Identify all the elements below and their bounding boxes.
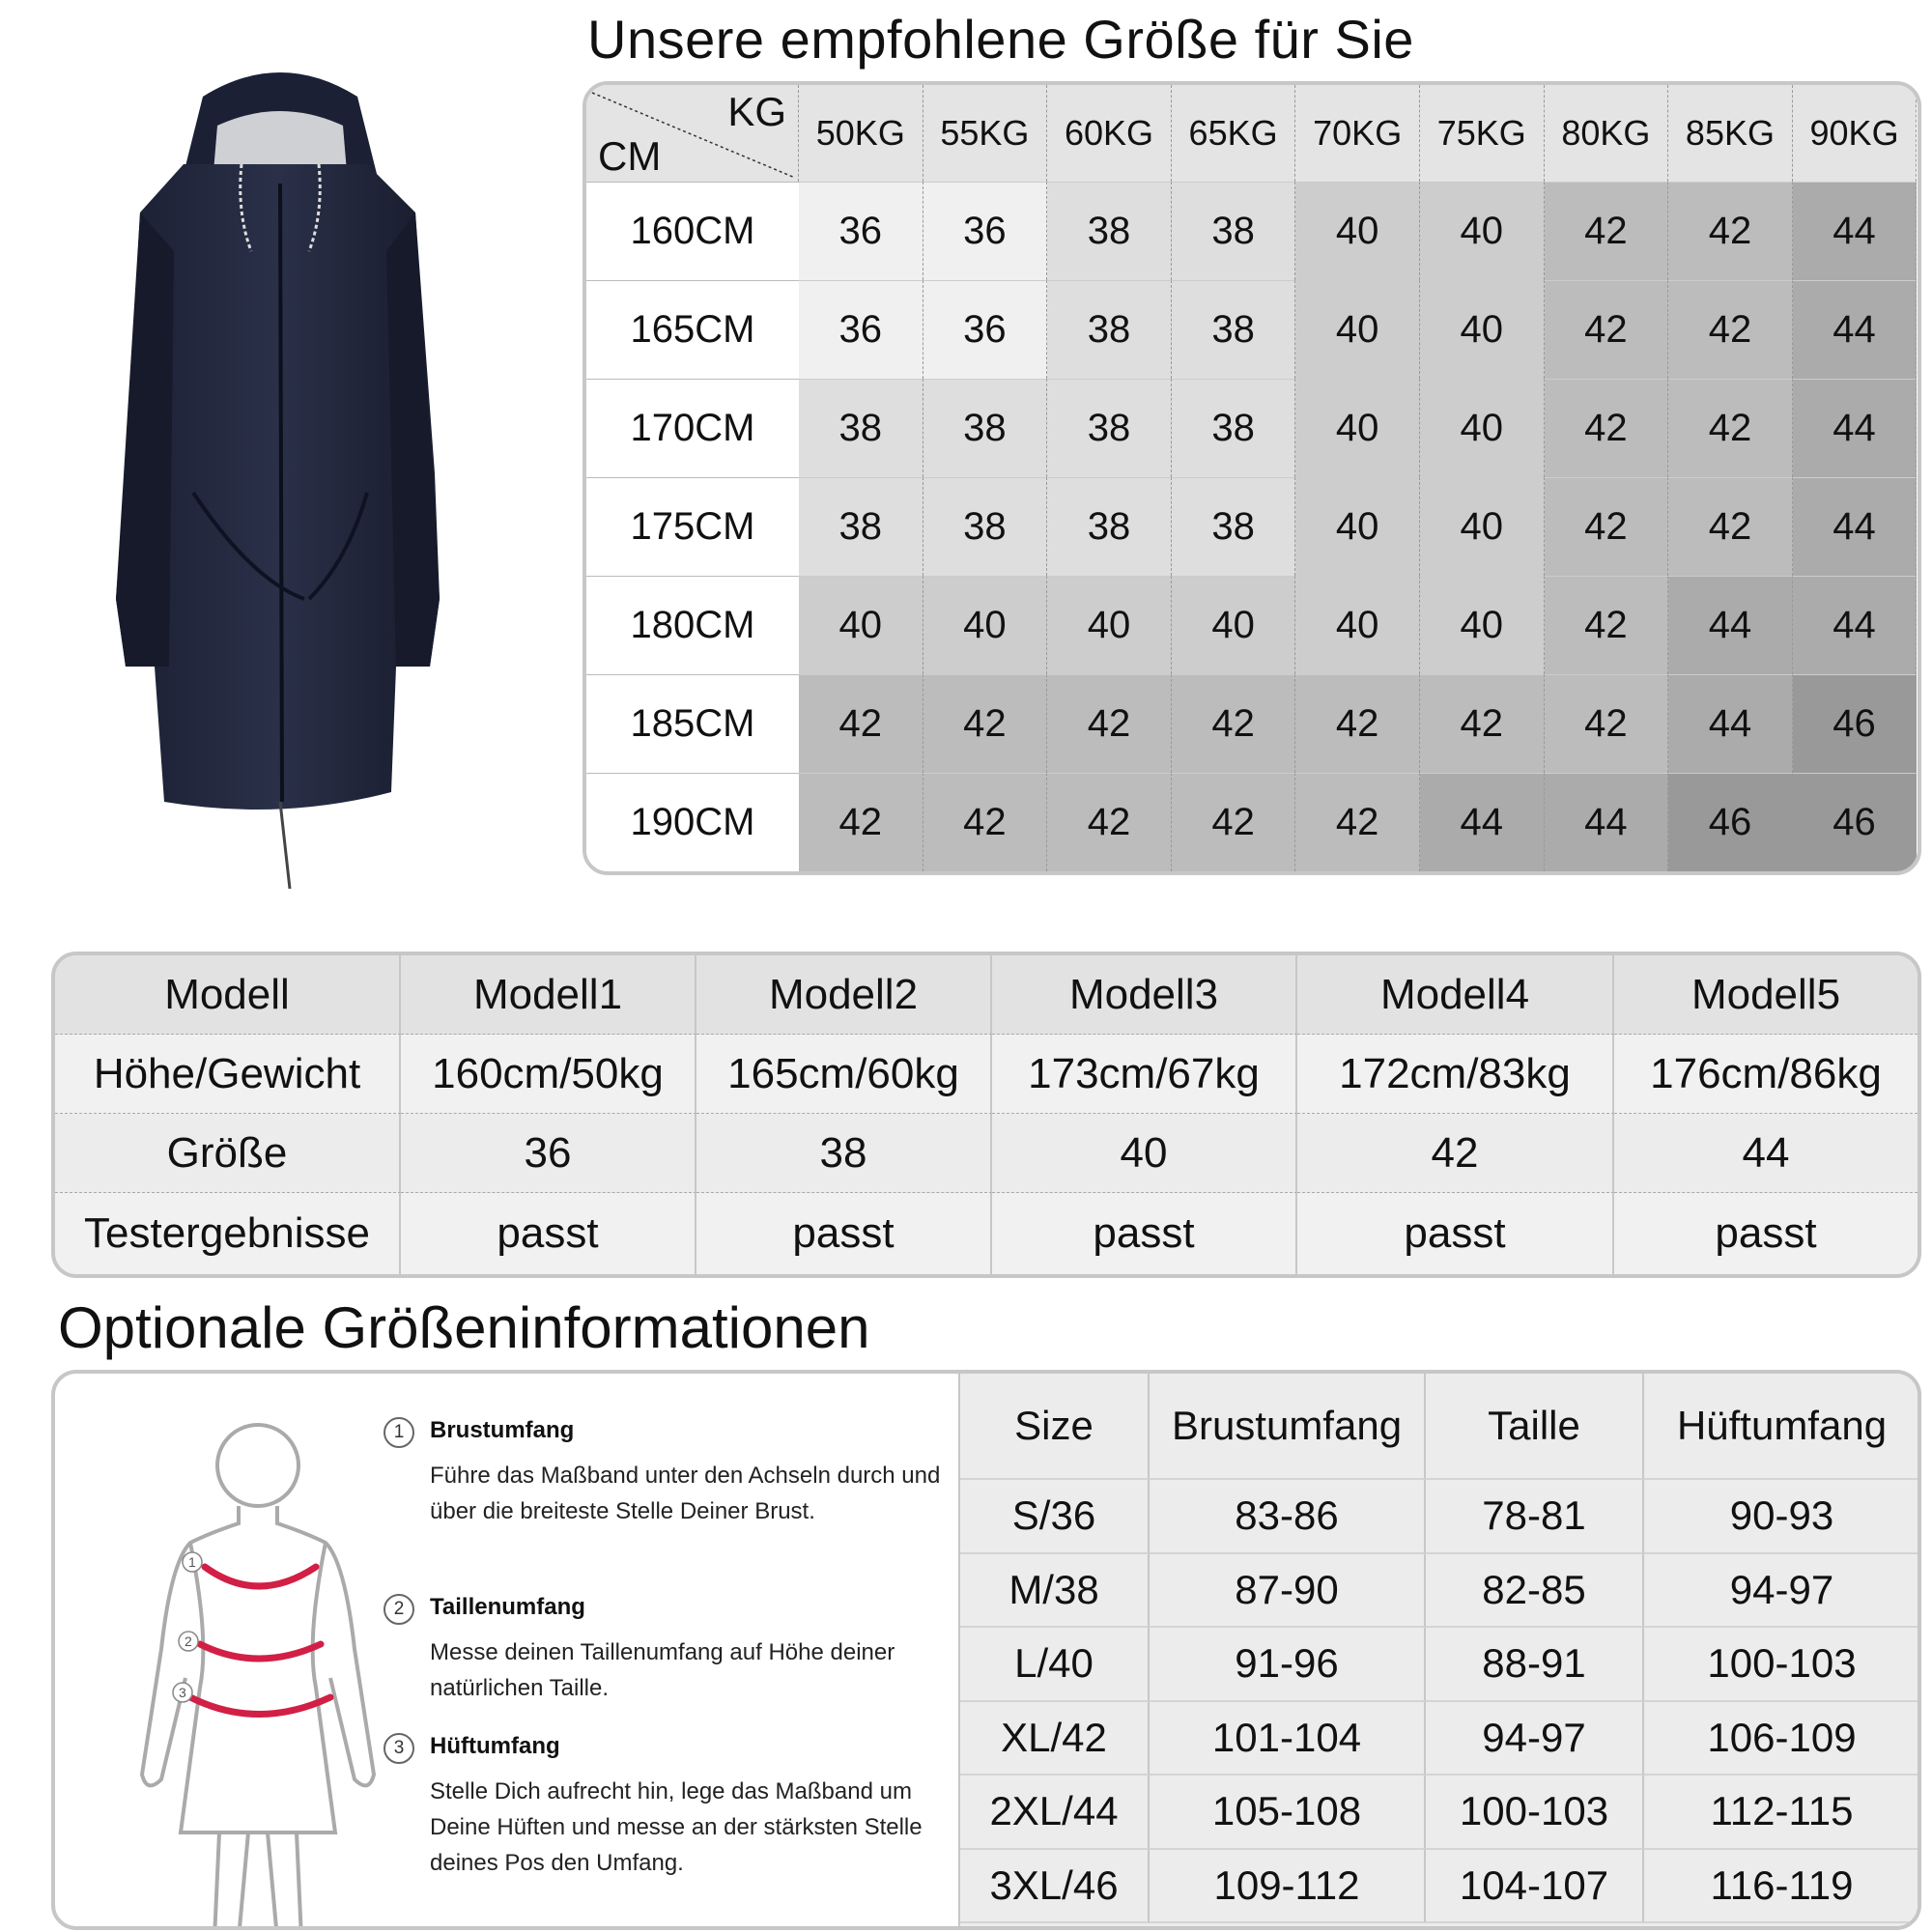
size-cell: 42 <box>1545 379 1669 477</box>
size-cell: 42 <box>1668 477 1793 576</box>
height-label: 190CM <box>586 773 799 871</box>
size-cell: 44 <box>1793 280 1918 379</box>
measurement-header: Taille <box>1426 1374 1644 1480</box>
figure-marker-2: 2 <box>185 1634 192 1649</box>
size-cell: 42 <box>1545 280 1669 379</box>
model-cell: 176cm/86kg <box>1614 1035 1918 1114</box>
model-row-label: Größe <box>55 1114 401 1193</box>
size-cell: 40 <box>1295 576 1420 674</box>
size-cell: 42 <box>1545 674 1669 773</box>
model-cell: 173cm/67kg <box>992 1035 1297 1114</box>
model-row-label: Modell <box>55 955 401 1035</box>
step-title: Taillenumfang <box>430 1594 585 1620</box>
step-text: Messe deinen Taillenumfang auf Höhe deiner natürlichen Taille. <box>430 1639 895 1701</box>
size-cell: 40 <box>923 576 1048 674</box>
size-cell: 40 <box>1295 182 1420 280</box>
recommended-size-title: Unsere empfohlene Größe für Sie <box>587 9 1414 70</box>
size-cell: 40 <box>1420 576 1545 674</box>
measurement-cell: 83-86 <box>1150 1480 1426 1554</box>
model-cell: 38 <box>696 1114 992 1193</box>
model-cell: passt <box>401 1193 696 1274</box>
size-cell: 42 <box>1047 674 1172 773</box>
measurement-cell: 105-108 <box>1150 1776 1426 1850</box>
measurement-cell: 87-90 <box>1150 1554 1426 1629</box>
measurement-cell: 3XL/46 <box>960 1850 1150 1924</box>
corner-kg-label: KG <box>727 89 786 134</box>
weight-header: 85KG <box>1668 85 1793 182</box>
size-cell: 38 <box>1172 182 1296 280</box>
height-label: 165CM <box>586 280 799 379</box>
size-cell: 36 <box>923 280 1048 379</box>
raincoat-image <box>58 58 502 898</box>
measurement-cell: 109-112 <box>1150 1850 1426 1924</box>
weight-header: 65KG <box>1172 85 1296 182</box>
step-number: 2 <box>384 1594 414 1625</box>
weight-header: 80KG <box>1545 85 1669 182</box>
size-cell: 44 <box>1793 379 1918 477</box>
measurement-cell: 104-107 <box>1426 1850 1644 1924</box>
size-cell: 40 <box>1420 182 1545 280</box>
size-cell: 40 <box>1295 280 1420 379</box>
size-cell: 36 <box>799 182 923 280</box>
measurement-cell: 78-81 <box>1426 1480 1644 1554</box>
weight-header: 50KG <box>799 85 923 182</box>
size-cell: 38 <box>1047 379 1172 477</box>
model-cell: Modell3 <box>992 955 1297 1035</box>
size-cell: 44 <box>1793 182 1918 280</box>
size-cell: 42 <box>1172 674 1296 773</box>
figure-marker-3: 3 <box>179 1685 186 1700</box>
size-cell: 42 <box>1668 182 1793 280</box>
step-number: 3 <box>384 1733 414 1764</box>
measurement-cell: S/36 <box>960 1480 1150 1554</box>
body-measurement-table <box>958 1374 1919 1926</box>
size-cell: 40 <box>1295 477 1420 576</box>
measurement-cell: 101-104 <box>1150 1702 1426 1776</box>
size-cell: 42 <box>1047 773 1172 871</box>
size-cell: 44 <box>1793 576 1918 674</box>
size-cell: 44 <box>1793 477 1918 576</box>
model-cell: Modell4 <box>1297 955 1614 1035</box>
measurement-header: Size <box>960 1374 1150 1480</box>
size-cell: 42 <box>799 773 923 871</box>
size-cell: 42 <box>1545 477 1669 576</box>
measurement-cell: 94-97 <box>1644 1554 1919 1629</box>
size-cell: 38 <box>1047 182 1172 280</box>
size-cell: 38 <box>1172 280 1296 379</box>
size-recommendation-table <box>582 81 1921 875</box>
measurement-cell: 88-91 <box>1426 1628 1644 1702</box>
weight-header: 55KG <box>923 85 1048 182</box>
size-cell: 42 <box>923 674 1048 773</box>
size-cell: 44 <box>1668 576 1793 674</box>
model-cell: Modell5 <box>1614 955 1918 1035</box>
height-label: 175CM <box>586 477 799 576</box>
size-cell: 38 <box>923 477 1048 576</box>
measurement-cell: 112-115 <box>1644 1776 1919 1850</box>
step-number: 1 <box>384 1417 414 1448</box>
body-measurement-figure-icon <box>94 1398 422 1929</box>
size-cell: 38 <box>1172 379 1296 477</box>
model-cell: Modell1 <box>401 955 696 1035</box>
model-cell: 165cm/60kg <box>696 1035 992 1114</box>
model-cell: 42 <box>1297 1114 1614 1193</box>
measurement-cell: 106-109 <box>1644 1702 1919 1776</box>
measurement-cell: L/40 <box>960 1628 1150 1702</box>
size-cell: 38 <box>799 379 923 477</box>
measurement-header: Hüftumfang <box>1644 1374 1919 1480</box>
weight-header: 70KG <box>1295 85 1420 182</box>
height-label: 160CM <box>586 182 799 280</box>
measurement-cell: 100-103 <box>1644 1628 1919 1702</box>
weight-header: 60KG <box>1047 85 1172 182</box>
measurement-header: Brustumfang <box>1150 1374 1426 1480</box>
model-cell: 160cm/50kg <box>401 1035 696 1114</box>
measurement-cell: 91-96 <box>1150 1628 1426 1702</box>
size-cell: 42 <box>1668 280 1793 379</box>
size-cell: 46 <box>1793 773 1918 871</box>
size-cell: 38 <box>923 379 1048 477</box>
model-cell: Modell2 <box>696 955 992 1035</box>
size-cell: 38 <box>799 477 923 576</box>
model-cell: passt <box>696 1193 992 1274</box>
measurement-cell: XL/42 <box>960 1702 1150 1776</box>
size-cell: 40 <box>1295 379 1420 477</box>
model-cell: 44 <box>1614 1114 1918 1193</box>
step-title: Brustumfang <box>430 1417 575 1443</box>
measurement-cell: 116-119 <box>1644 1850 1919 1924</box>
size-cell: 44 <box>1545 773 1669 871</box>
size-cell: 44 <box>1420 773 1545 871</box>
size-cell: 42 <box>923 773 1048 871</box>
size-cell: 40 <box>799 576 923 674</box>
size-cell: 42 <box>1295 773 1420 871</box>
height-label: 170CM <box>586 379 799 477</box>
model-cell: 40 <box>992 1114 1297 1193</box>
size-cell: 38 <box>1047 280 1172 379</box>
model-cell: passt <box>1297 1193 1614 1274</box>
optional-size-info-panel <box>51 1370 1921 1930</box>
height-label: 180CM <box>586 576 799 674</box>
size-cell: 42 <box>799 674 923 773</box>
size-cell: 46 <box>1668 773 1793 871</box>
size-cell: 38 <box>1047 477 1172 576</box>
height-label: 185CM <box>586 674 799 773</box>
measurement-cell: 100-103 <box>1426 1776 1644 1850</box>
size-cell: 42 <box>1545 182 1669 280</box>
size-cell: 44 <box>1668 674 1793 773</box>
measurement-cell: 2XL/44 <box>960 1776 1150 1850</box>
optional-size-info-title: Optionale Größeninformationen <box>58 1295 870 1360</box>
model-cell: passt <box>992 1193 1297 1274</box>
size-cell: 42 <box>1172 773 1296 871</box>
weight-header: 75KG <box>1420 85 1545 182</box>
size-cell: 42 <box>1668 379 1793 477</box>
size-cell: 42 <box>1420 674 1545 773</box>
weight-header: 90KG <box>1793 85 1918 182</box>
table-corner-cell <box>586 85 799 182</box>
step-text: Führe das Maßband unter den Achseln durch und über die breiteste Stelle Deiner Brust. <box>430 1463 941 1524</box>
model-row-label: Höhe/Gewicht <box>55 1035 401 1114</box>
size-cell: 42 <box>1295 674 1420 773</box>
size-cell: 46 <box>1793 674 1918 773</box>
model-test-table <box>51 952 1921 1278</box>
model-cell: 36 <box>401 1114 696 1193</box>
size-cell: 40 <box>1172 576 1296 674</box>
model-row-label: Testergebnisse <box>55 1193 401 1274</box>
size-cell: 38 <box>1172 477 1296 576</box>
model-cell: passt <box>1614 1193 1918 1274</box>
measurement-cell: 82-85 <box>1426 1554 1644 1629</box>
model-cell: 172cm/83kg <box>1297 1035 1614 1114</box>
measurement-cell: 94-97 <box>1426 1702 1644 1776</box>
measurement-cell: M/38 <box>960 1554 1150 1629</box>
step-text: Stelle Dich aufrecht hin, lege das Maßband um Deine Hüften und messe an der stärksten Stelle deines Pos den Umfang. <box>430 1778 923 1876</box>
size-cell: 40 <box>1420 477 1545 576</box>
size-cell: 40 <box>1047 576 1172 674</box>
size-cell: 40 <box>1420 379 1545 477</box>
figure-marker-1: 1 <box>188 1554 196 1570</box>
size-cell: 40 <box>1420 280 1545 379</box>
measurement-cell: 90-93 <box>1644 1480 1919 1554</box>
size-cell: 36 <box>799 280 923 379</box>
step-title: Hüftumfang <box>430 1733 560 1759</box>
corner-cm-label: CM <box>598 133 662 179</box>
size-cell: 36 <box>923 182 1048 280</box>
size-cell: 42 <box>1545 576 1669 674</box>
